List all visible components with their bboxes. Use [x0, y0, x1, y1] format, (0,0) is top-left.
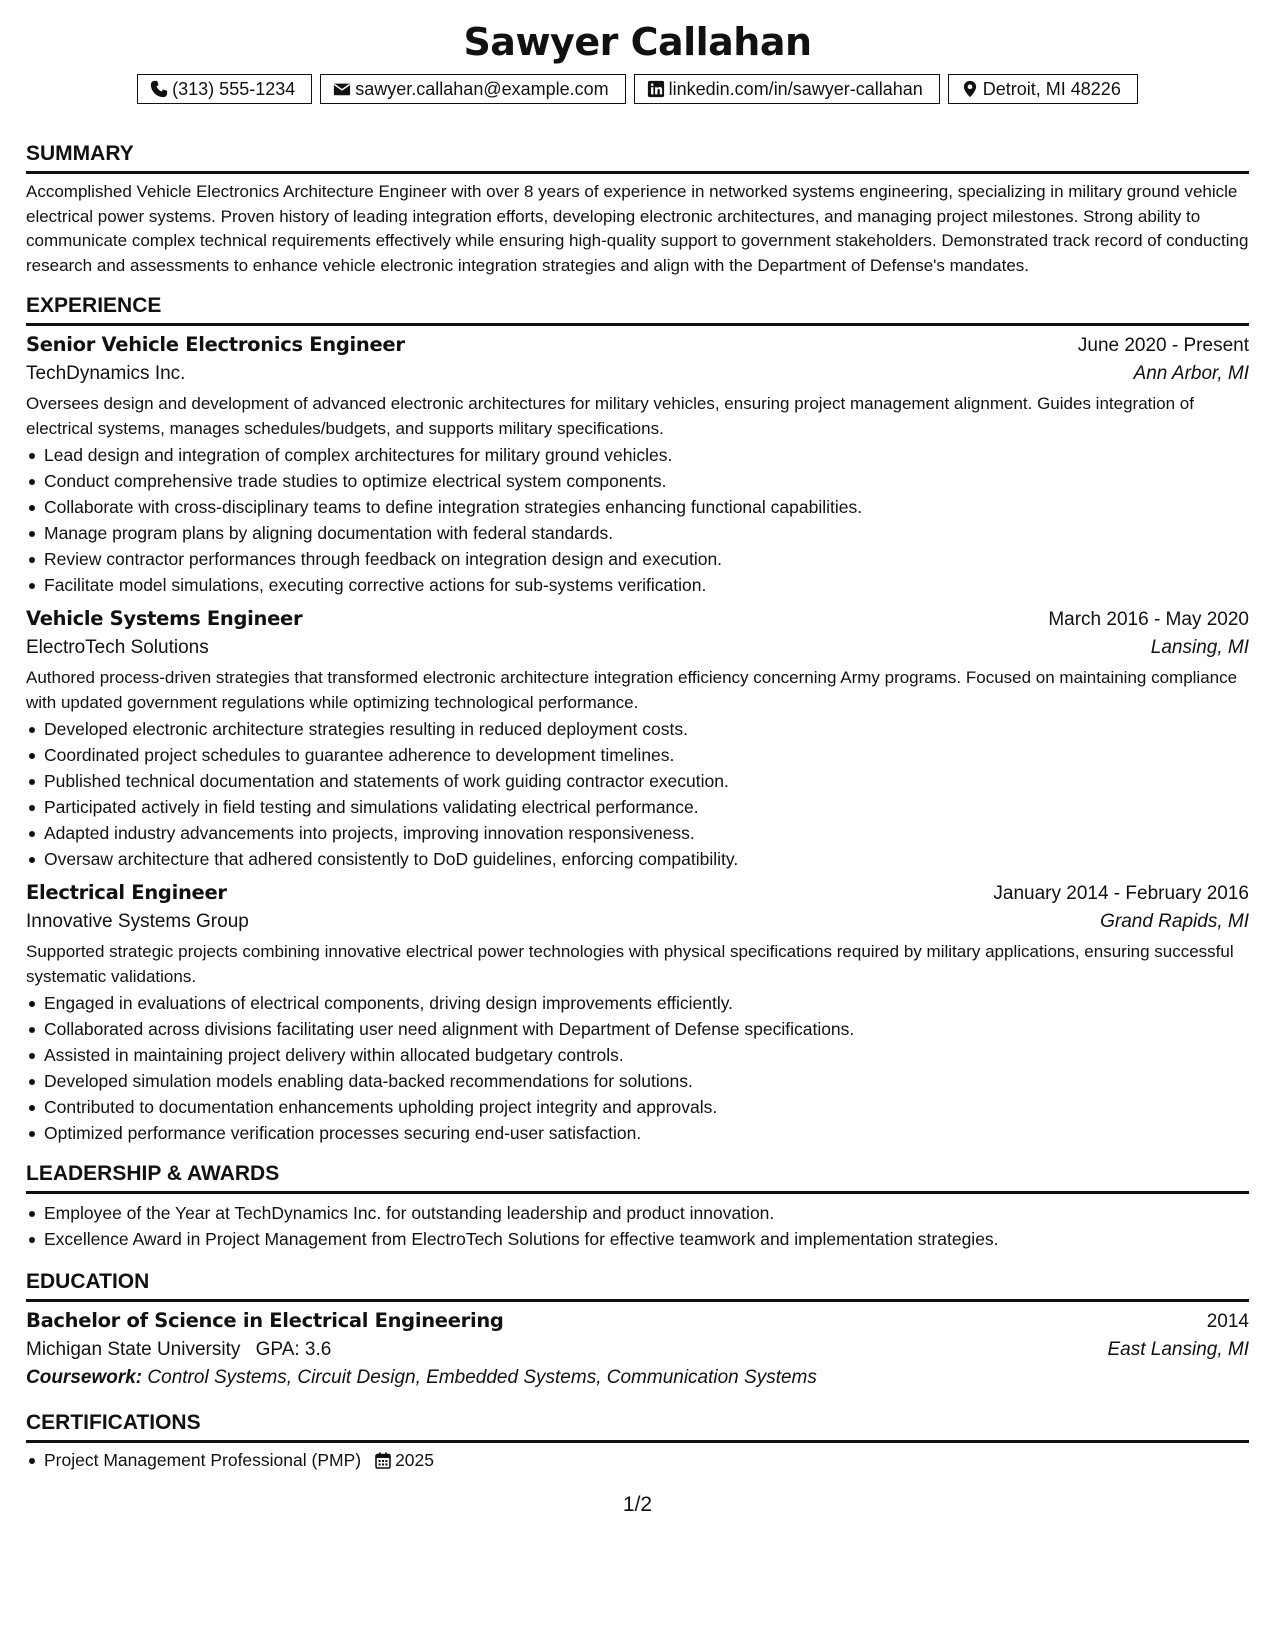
- linkedin-text: linkedin.com/in/sawyer-callahan: [668, 78, 923, 99]
- contact-location: [948, 74, 1138, 104]
- job-title: Vehicle Systems Engineer: [26, 607, 303, 630]
- graduation-year: 2014: [1206, 1311, 1249, 1332]
- list-item: [26, 1447, 1249, 1473]
- job-location: Ann Arbor, MI: [1133, 363, 1249, 384]
- certifications-section: [26, 1410, 1249, 1473]
- summary-heading: SUMMARY: [26, 141, 1249, 174]
- list-item: Conduct comprehensive trade studies to optimize electrical system components.: [26, 468, 1249, 494]
- certification-name: Project Management Professional (PMP): [44, 1450, 362, 1470]
- job-dates: January 2014 - February 2016: [993, 883, 1249, 904]
- list-item: Optimized performance verification processes securing end-user satisfaction.: [26, 1120, 1249, 1146]
- education-entry: [26, 1309, 1249, 1389]
- list-item: Developed simulation models enabling data-backed recommendations for solutions.: [26, 1068, 1249, 1094]
- job-entry: [26, 881, 1249, 1146]
- list-item: Collaborate with cross-disciplinary teams to define integration strategies enhancing functional capabilities.: [26, 494, 1249, 520]
- leadership-list: [26, 1200, 1249, 1252]
- summary-section: [26, 141, 1249, 278]
- experience-heading: EXPERIENCE: [26, 293, 1249, 326]
- coursework-list: Control Systems, Circuit Design, Embedded Systems, Communication Systems: [147, 1367, 817, 1388]
- list-item: Participated actively in field testing and simulations validating electrical performance.: [26, 794, 1249, 820]
- job-company: ElectroTech Solutions: [26, 637, 209, 658]
- job-bullets: [26, 990, 1249, 1146]
- list-item: Review contractor performances through feedback on integration design and execution.: [26, 546, 1249, 572]
- job-entry: [26, 607, 1249, 872]
- job-bullets: [26, 442, 1249, 598]
- job-title: Electrical Engineer: [26, 881, 227, 904]
- phone-text: (313) 555-1234: [172, 78, 296, 99]
- job-description: Supported strategic projects combining innovative electrical power technologies with physical specifications required by military applications, ensuring successful systematic validations.: [26, 942, 1234, 986]
- candidate-name: Sawyer Callahan: [463, 20, 812, 64]
- envelope-icon: [333, 80, 351, 98]
- list-item: Engaged in evaluations of electrical components, driving design improvements efficiently.: [26, 990, 1249, 1016]
- job-description: Authored process-driven strategies that transformed electronic architecture integration efficiency concerning Army programs. Focused on maintaining compliance with updated government regulations while optimizing technological performance.: [26, 668, 1238, 712]
- job-location: Grand Rapids, MI: [1100, 911, 1249, 932]
- job-entry: [26, 333, 1249, 598]
- coursework-label: Coursework:: [26, 1367, 143, 1388]
- list-item: Manage program plans by aligning documentation with federal standards.: [26, 520, 1249, 546]
- linkedin-icon: [647, 80, 665, 98]
- experience-section: [26, 293, 1249, 1146]
- contact-bar: [26, 74, 1249, 104]
- contact-linkedin[interactable]: [634, 74, 940, 104]
- job-company: TechDynamics Inc.: [26, 363, 186, 384]
- summary-text: Accomplished Vehicle Electronics Architecture Engineer with over 8 years of experience in networked systems engineering, specializing in military ground vehicle electrical power systems. Proven history of leading integration efforts, developing electronic architectures, and managing project milestones. Strong ability to communicate complex technical requirements effectively while ensuring high-quality support to government stakeholders. Demonstrated track record of conducting research and assessments to enhance vehicle electronic integration strategies and align with the Department of Defense's mandates.: [26, 182, 1249, 275]
- certifications-heading: CERTIFICATIONS: [26, 1410, 1249, 1443]
- coursework: [26, 1367, 1249, 1389]
- list-item: Excellence Award in Project Management from ElectroTech Solutions for effective teamwork and implementation strategies.: [26, 1226, 1249, 1252]
- job-description: Oversees design and development of advanced electronic architectures for military vehicles, ensuring project management alignment. Guides integration of electrical systems, manages schedules/budgets, and supports military specifications.: [26, 394, 1194, 438]
- list-item: Adapted industry advancements into projects, improving innovation responsiveness.: [26, 820, 1249, 846]
- list-item: Lead design and integration of complex architectures for military ground vehicles.: [26, 442, 1249, 468]
- school-location: East Lansing, MI: [1107, 1339, 1249, 1360]
- leadership-heading: LEADERSHIP & AWARDS: [26, 1161, 1249, 1194]
- school-name: Michigan State University: [26, 1339, 241, 1360]
- list-item: Collaborated across divisions facilitating user need alignment with Department of Defense specifications.: [26, 1016, 1249, 1042]
- contact-email[interactable]: [320, 74, 625, 104]
- map-pin-icon: [961, 80, 979, 98]
- list-item: Coordinated project schedules to guarantee adherence to development timelines.: [26, 742, 1249, 768]
- education-heading: EDUCATION: [26, 1269, 1249, 1302]
- list-item: Employee of the Year at TechDynamics Inc. for outstanding leadership and product innovation.: [26, 1200, 1249, 1226]
- list-item: Oversaw architecture that adhered consistently to DoD guidelines, enforcing compatibility.: [26, 846, 1249, 872]
- job-dates: June 2020 - Present: [1077, 335, 1249, 356]
- certifications-list: [26, 1447, 1249, 1473]
- location-text: Detroit, MI 48226: [982, 78, 1121, 99]
- page-number: 1/2: [622, 1493, 653, 1516]
- list-item: Published technical documentation and statements of work guiding contractor execution.: [26, 768, 1249, 794]
- phone-icon: [150, 80, 168, 98]
- job-company: Innovative Systems Group: [26, 911, 249, 932]
- gpa: GPA: 3.6: [255, 1339, 332, 1360]
- list-item: Assisted in maintaining project delivery within allocated budgetary controls.: [26, 1042, 1249, 1068]
- job-location: Lansing, MI: [1150, 637, 1249, 658]
- certification-year: 2025: [395, 1450, 435, 1470]
- list-item: Facilitate model simulations, executing corrective actions for sub-systems verification.: [26, 572, 1249, 598]
- list-item: Contributed to documentation enhancements upholding project integrity and approvals.: [26, 1094, 1249, 1120]
- job-bullets: [26, 716, 1249, 872]
- contact-phone[interactable]: [137, 74, 312, 104]
- email-text: sawyer.callahan@example.com: [355, 78, 609, 99]
- degree-title: Bachelor of Science in Electrical Engineering: [26, 1309, 504, 1332]
- calendar-icon: [375, 1452, 391, 1469]
- job-dates: March 2016 - May 2020: [1048, 609, 1249, 630]
- job-title: Senior Vehicle Electronics Engineer: [26, 333, 405, 356]
- resume-page: [26, 18, 1249, 1473]
- list-item: Developed electronic architecture strategies resulting in reduced deployment costs.: [26, 716, 1249, 742]
- education-section: [26, 1269, 1249, 1389]
- leadership-section: [26, 1161, 1249, 1252]
